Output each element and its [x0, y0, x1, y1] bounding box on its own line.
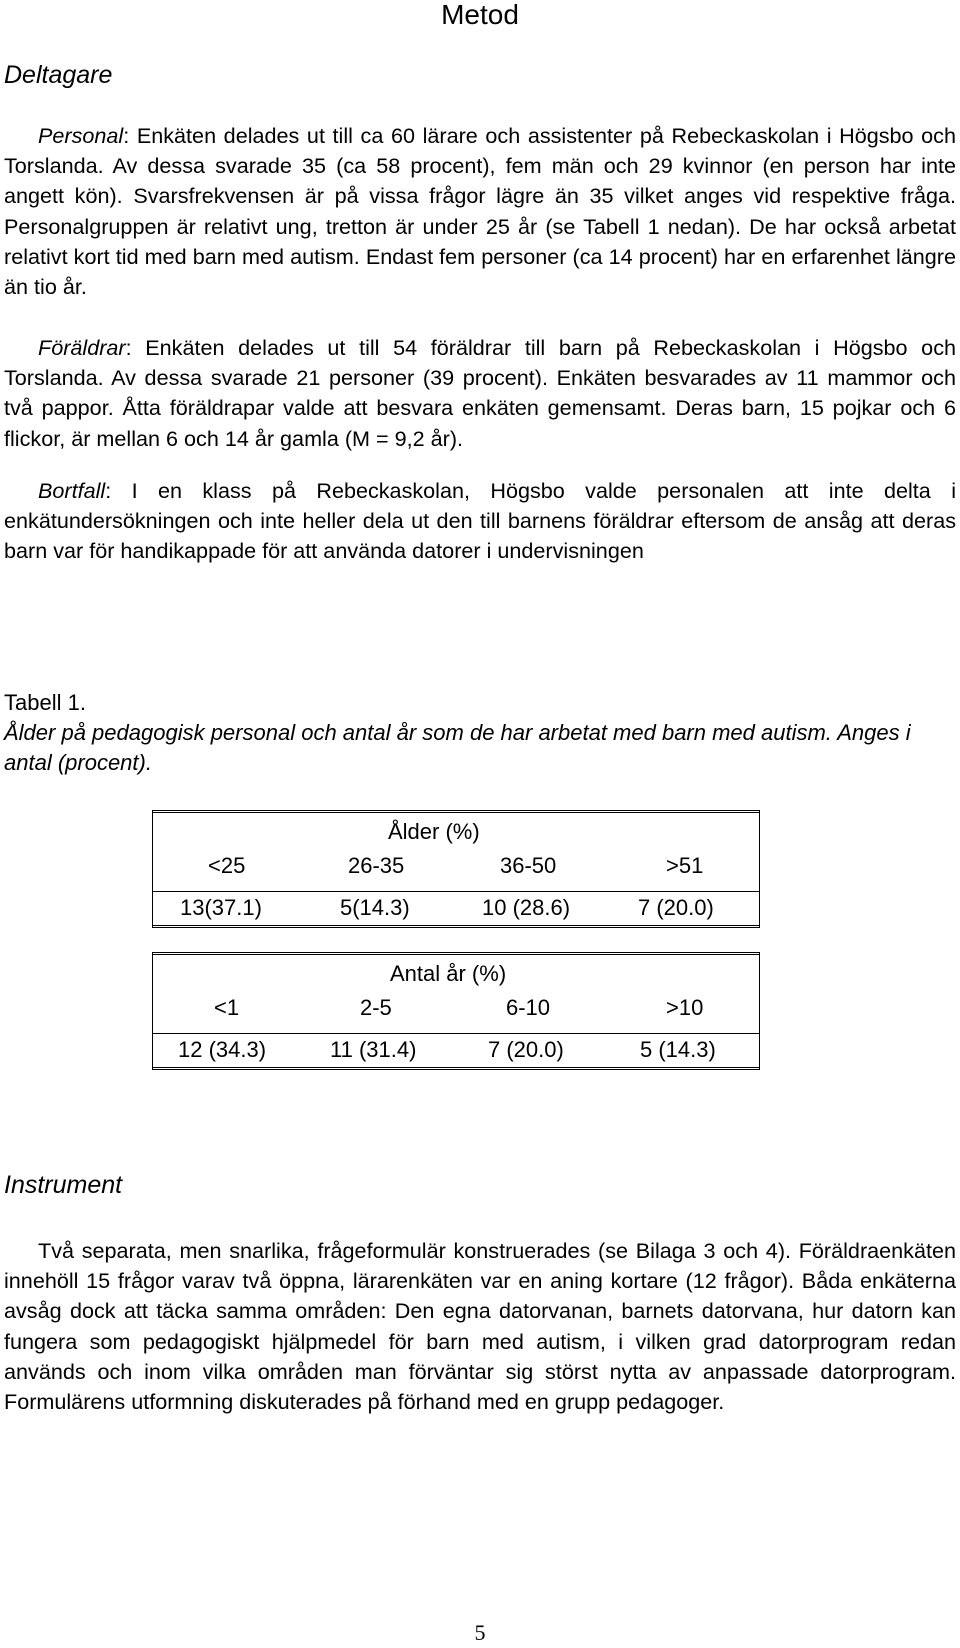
- table-antal-ar: [152, 952, 760, 1070]
- table-column-header: 2-5: [360, 995, 392, 1020]
- paragraph-foraldrar: [4, 333, 956, 454]
- page-number: 5: [474, 1620, 486, 1645]
- table-cell: 5 (14.3): [640, 1037, 716, 1062]
- paragraph-lead: Föräldrar: [38, 335, 126, 360]
- section-heading-instrument: Instrument: [4, 1171, 123, 1199]
- table-divider: [152, 1033, 760, 1034]
- paragraph-lead: Personal: [38, 123, 124, 148]
- paragraph-lead: Bortfall: [38, 478, 106, 503]
- paragraph-text: : Enkäten delades ut till ca 60 lärare och assistenter på Rebeckaskolan i Högsbo och Torslanda. Av dessa svarade 35 (ca 58 procent), fem män och 29 kvinnor (en person har inte angett kön). Svarsfrekvensen är på vissa frågor lägre än 35 vilket anges vid respektive fråga. Personalgruppen är relativt ung, tretton är under 25 år (se Tabell 1 nedan). De har också arbetat relativt kort tid med barn med autism. Endast fem personer (ca 14 procent) har en erfarenhet längre än tio år.: [4, 123, 956, 300]
- table-header: Ålder (%): [388, 819, 480, 844]
- table-cell: 5(14.3): [340, 895, 410, 920]
- table-cell: 7 (20.0): [488, 1037, 564, 1062]
- paragraph-text: : I en klass på Rebeckaskolan, Högsbo valde personalen att inte delta i enkätundersökningen och inte heller dela ut den till barnens föräldrar eftersom de ansåg att deras barn var för handikappade för att använda datorer i undervisningen: [4, 478, 956, 564]
- table-cell: 7 (20.0): [638, 895, 714, 920]
- table-column-header: <1: [214, 995, 240, 1020]
- table-label: Tabell 1.: [4, 690, 86, 715]
- table-column-header: >51: [666, 853, 704, 878]
- table-cell: 11 (31.4): [330, 1037, 417, 1062]
- table-cell: 13(37.1): [180, 895, 262, 920]
- paragraph-personal: [4, 121, 956, 302]
- table-column-header: 6-10: [506, 995, 551, 1020]
- table-border-right: [759, 952, 760, 1070]
- paragraph-instrument: Två separata, men snarlika, frågeformulär konstruerades (se Bilaga 3 och 4). Föräldraenkäten innehöll 15 frågor varav två öppna, lärarenkäten var en aning kortare (12 frågor). Båda enkäterna avsåg dock att täcka samma områden: Den egna datorvanan, barnets datorvana, hur datorn kan fungera som pedagogiskt hjälpmedel för barn med autism, i vilken grad datorprogram redan används och inom vilka områden man förväntar sig störst nytta av anpassade datorprogram. Formulärens utformning diskuterades på förhand med en grupp pedagoger.: [4, 1238, 956, 1415]
- table-column-header: 36-50: [500, 853, 557, 878]
- paragraph-text: : Enkäten delades ut till 54 föräldrar till barn på Rebeckaskolan i Högsbo och Torslanda. Av dessa svarade 21 personer (39 procent). Enkäten besvarades av 11 mammor och två pappor. Åtta föräldrapar valde att besvara enkäten gemensamt. Deras barn, 15 pojkar och 6 flickor, är mellan 6 och 14 år gamla (M = 9,2 år).: [4, 335, 956, 451]
- table-border-right: [759, 810, 760, 928]
- table-header: Antal år (%): [390, 961, 507, 986]
- table-cell: 12 (34.3): [178, 1037, 267, 1062]
- section-heading-deltagare: Deltagare: [4, 61, 113, 89]
- table-cell: 10 (28.6): [482, 895, 571, 920]
- table-column-header: 26-35: [348, 853, 405, 878]
- table-border-left: [152, 952, 153, 1070]
- paragraph-bortfall: [4, 476, 956, 567]
- table-column-header: >10: [666, 995, 704, 1020]
- table-alder: [152, 810, 760, 928]
- table-column-header: <25: [208, 853, 246, 878]
- table-title: Ålder på pedagogisk personal och antal år som de har arbetat med barn med autism. Anges i antal (procent).: [4, 720, 911, 775]
- table-divider: [152, 891, 760, 892]
- page-title: Metod: [441, 0, 519, 30]
- table-border-left: [152, 810, 153, 928]
- table-caption: [4, 688, 956, 778]
